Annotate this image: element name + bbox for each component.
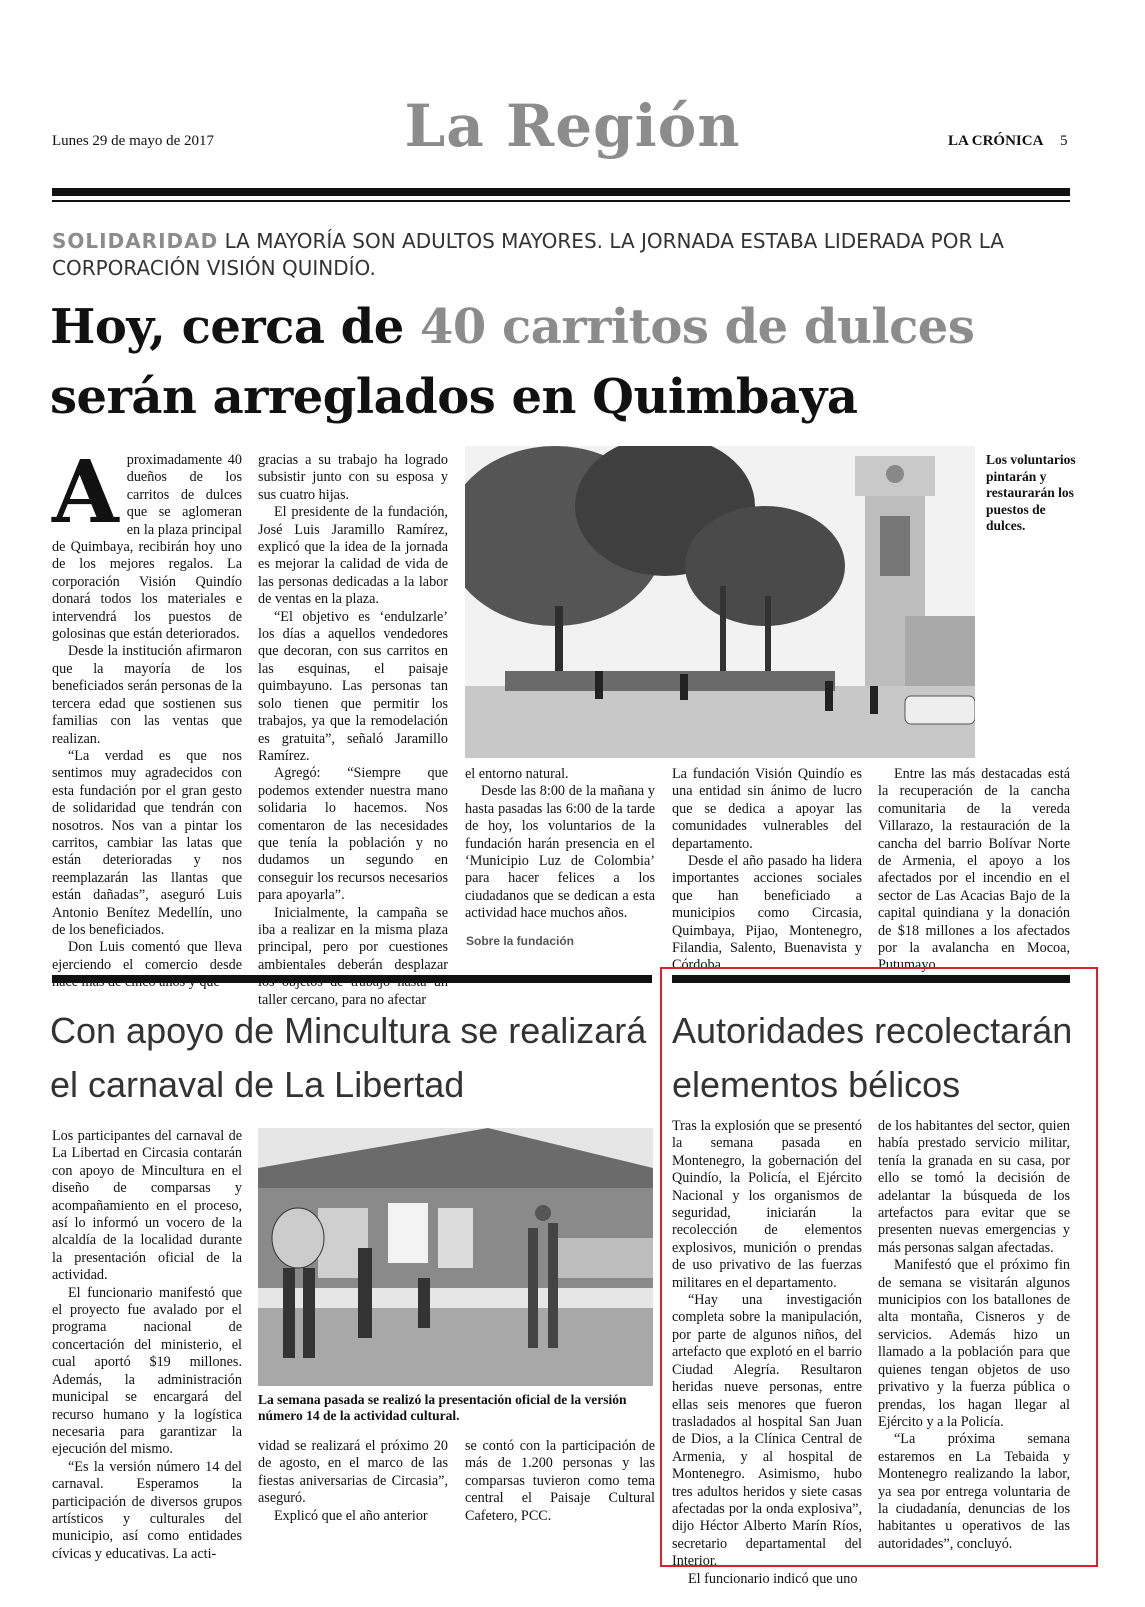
main-kicker [52, 228, 1082, 282]
headline-part-1: Hoy, cerca de [50, 299, 420, 355]
paragraph: se contó con la participación de más de 1.200 personas y las comparsas tuvieron como tema central el Paisaje Cultural Cafetero, PCC. [465, 1438, 655, 1524]
paragraph: “La próxima semana estaremos en La Tebaida y Montenegro realizando la labor, ya sea por entrega voluntaria de la ciudadanía, denuncias de los habitantes u operativos de las autoridades”, concluyó. [878, 1431, 1070, 1552]
paragraph: Manifestó que el próximo fin de semana se visitarán algunos municipios con los batallones de alta montaña, Cisneros y de servicios. Además hizo un llamado a la población para que quienes tengan objetos de uso privativo y la fuerza pública o prendas, los hagan llegar al Ejército y a la Policía. [878, 1257, 1070, 1430]
page-number: 5 [1060, 133, 1068, 149]
main-headline [50, 292, 1090, 432]
section-title: La Región [404, 92, 741, 160]
paragraph: El presidente de la fundación, José Luis Jaramillo Ramírez, explicó que la idea de la jornada es mejorar la calidad de vida de las personas dedicadas a la labor de ventas en la plaza. [258, 504, 448, 608]
paragraph: “La verdad es que nos sentimos muy agradecidos con esta fundación por el gran gesto de solidaridad que tendrán con nosotros. Nos van a pintar los carritos, cambiar las latas que están deterioradas y nos reemplazarán las llantas que están dañadas”, aseguró Luis Antonio Benítez Medellín, uno de los beneficiados. [52, 747, 242, 938]
paragraph: “El objetivo es ‘endulzarle’ los días a aquellos vendedores que decoran, con sus carritos en las esquinas, el paisaje quimbayuno. Las personas tan solo tienen que permitir los trabajos, ya que la remodelación es gratuita”, señaló Jaramillo Ramírez. [258, 608, 448, 764]
paragraph: Inicialmente, la campaña se iba a realizar en la misma plaza principal, pero por cuestiones ambientales deberán desplazar taller cercano, para no afectar [258, 904, 448, 1008]
paragraph: Explicó que el año anterior [274, 1507, 428, 1524]
drop-cap: A [52, 442, 119, 543]
story3-headline: Autoridades recolectarán elementos bélicos [672, 1010, 1073, 1105]
story2-col-3 [465, 1438, 655, 1525]
issue-date: Lunes 29 de mayo de 2017 [52, 133, 215, 149]
paragraph: gracias a su trabajo ha logrado subsistir junto con su esposa y sus cuatro hijas. [258, 452, 448, 503]
carnival-photo-image [258, 1128, 653, 1386]
main-col-5 [878, 766, 1070, 975]
plaza-photo [465, 446, 975, 758]
paragraph: Desde el año pasado ha lidera importantes acciones sociales que han beneficiado a municipios como Circasia, Quimbaya, Pijao, Montenegro, Filandia, Salento, Buenavista y Córdoba. [672, 853, 862, 974]
story2-col-2 [258, 1438, 448, 1525]
newspaper-name: LA CRÓNICA [948, 133, 1044, 149]
paragraph: Los participantes del carnaval de La Libertad en Circasia contarán con apoyo de Mincultura en el diseño de comparsas y acompañamiento en el proceso, así lo informó un vocero de la alcaldía de la localidad durante la presentación oficial de la actividad. [52, 1128, 242, 1284]
main-col-1 [52, 442, 242, 992]
story2-headline: Con apoyo de Mincultura se realizará el carnaval de La Libertad [50, 1010, 647, 1105]
kicker-label: SOLIDARIDAD [52, 229, 219, 253]
headline-highlight: 40 carritos de dulces [420, 299, 975, 355]
paragraph: Desde las 8:00 de la mañana y hasta pasadas las 6:00 de la tarde de hoy, los voluntarios de la fundación harán presencia en el ‘Municipio Luz de Colombia’ para hacer felices a los ciudadanos que se dedican a esta actividad hace muchos años. [465, 783, 655, 922]
paragraph: Tras la explosión que se presentó la semana pasada en Montenegro, la gobernación del Quindío, la Policía, el Ejército Nacional y los organismos de seguridad, iniciarán la recolección de elementos explosivos, munición o prendas de uso privativo de las fuerzas militares en el departamento. [672, 1118, 862, 1291]
paragraph: de los habitantes del sector, quien había prestado servicio militar, tenía la granada en su casa, por ello se tomó la decisión de adelantar la búsqueda de los artefactos para evitar que se presenten nuevas emergencias y más personas salgan afectadas. [878, 1118, 1070, 1256]
story2-col-1 [52, 1128, 242, 1563]
paragraph: “Es la versión número 14 del carnaval. Esperamos la participación de diversos grupos artísticos y culturales del municipio, así como entidades cívicas y educativas. La acti- [52, 1458, 242, 1562]
header-rule-thin [52, 200, 1070, 202]
carnival-photo [258, 1128, 653, 1386]
header-rule [52, 188, 1070, 196]
story3-col-1 [672, 1118, 862, 1588]
paragraph: proximadamente 40 dueños de los carritos de dulces que se aglomeran en la plaza principal de Quimbaya, recibirán hoy uno de los mejores regalos. La corporación Visión Quindío donará todos los materiales e intervendrá los puestos de golosinas que están deteriorados. [52, 452, 242, 643]
paragraph: Don Luis comentó que lleva ejerciendo el comercio desde [52, 939, 242, 973]
plaza-photo-image [465, 446, 975, 758]
paragraph: La fundación Visión Quindío es una entidad sin ánimo de lucro que se dedica a apoyar las comunidades vulnerables del departamento. [672, 766, 862, 852]
paragraph: el entorno natural. [465, 766, 569, 782]
sidebar-label: Sobre la fundación [466, 934, 575, 948]
paragraph: Agregó: “Siempre que podemos extender nuestra mano solidaria lo hacemos. Nos comentaron de las necesidades que tenía la población y no dudamos un segundo en conseguir los recursos necesarios para apoyarla”. [258, 765, 448, 904]
story3-col-2 [878, 1118, 1070, 1553]
main-col-4 [672, 766, 862, 975]
paragraph: Entre las más destacadas está la recuperación de la cancha comunitaria de la vereda Villarazo, la restauración de la cancha del barrio Bolívar Norte de Armenia, el apoyo a los afectados por el incendio en el sector de Las Acacias Bajo de la capital quindiana y la donación de $18 millones a los afectados por la avalancha en Mocoa, Putumayo. [878, 766, 1070, 974]
headline-part-2: serán arreglados en Quimbaya [50, 369, 858, 425]
paragraph: Desde la institución afirmaron que la mayoría de los beneficiados serán personas de la tercera edad que sostienen sus familias con las ventas que realizan. [52, 643, 242, 747]
carnival-photo-caption: La semana pasada se realizó la presentación oficial de la versión número 14 de la actividad cultural. [258, 1392, 627, 1423]
paragraph: El funcionario indicó que uno [688, 1570, 858, 1587]
main-col-2 [258, 452, 448, 1009]
plaza-photo-caption: Los voluntarios pintarán y restaurarán los puestos de dulces. [986, 452, 1076, 533]
paragraph: “Hay una investigación completa sobre la manipulación, por parte de algunos niños, del artefacto que explotó en el barrio Ciudad Alegría. Resultaron heridas nueve personas, entre ellas seis menores que fueron trasladados al hospital San Juan de Dios, a la Clínica Central de Armenia, y al hospital de Montenegro. Asimismo, hubo tres adultos heridos y siete casas afectadas por la onda explosiva”, dijo Héctor Alberto Marín Ríos, secretario departamental del Interior. [672, 1292, 862, 1570]
paragraph: El funcionario manifestó que el proyecto fue avalado por el programa nacional de concertación del ministerio, el cual aportó $19 millones. Además, la administración municipal se encargará del recurso humano y la logística necesaria para garantizar la ejecución del mismo. [52, 1284, 242, 1458]
paragraph: vidad se realizará el próximo 20 de agosto, en el marco de las fiestas aniversarias de Circasia”, aseguró. [258, 1438, 448, 1507]
story2-rule [52, 975, 652, 983]
kicker-text: LA MAYORÍA SON ADULTOS MAYORES. LA JORNADA ESTABA LIDERADA POR LA CORPORACIÓN VISIÓN QUINDÍO. [52, 229, 1004, 280]
main-col-3 [465, 766, 655, 923]
